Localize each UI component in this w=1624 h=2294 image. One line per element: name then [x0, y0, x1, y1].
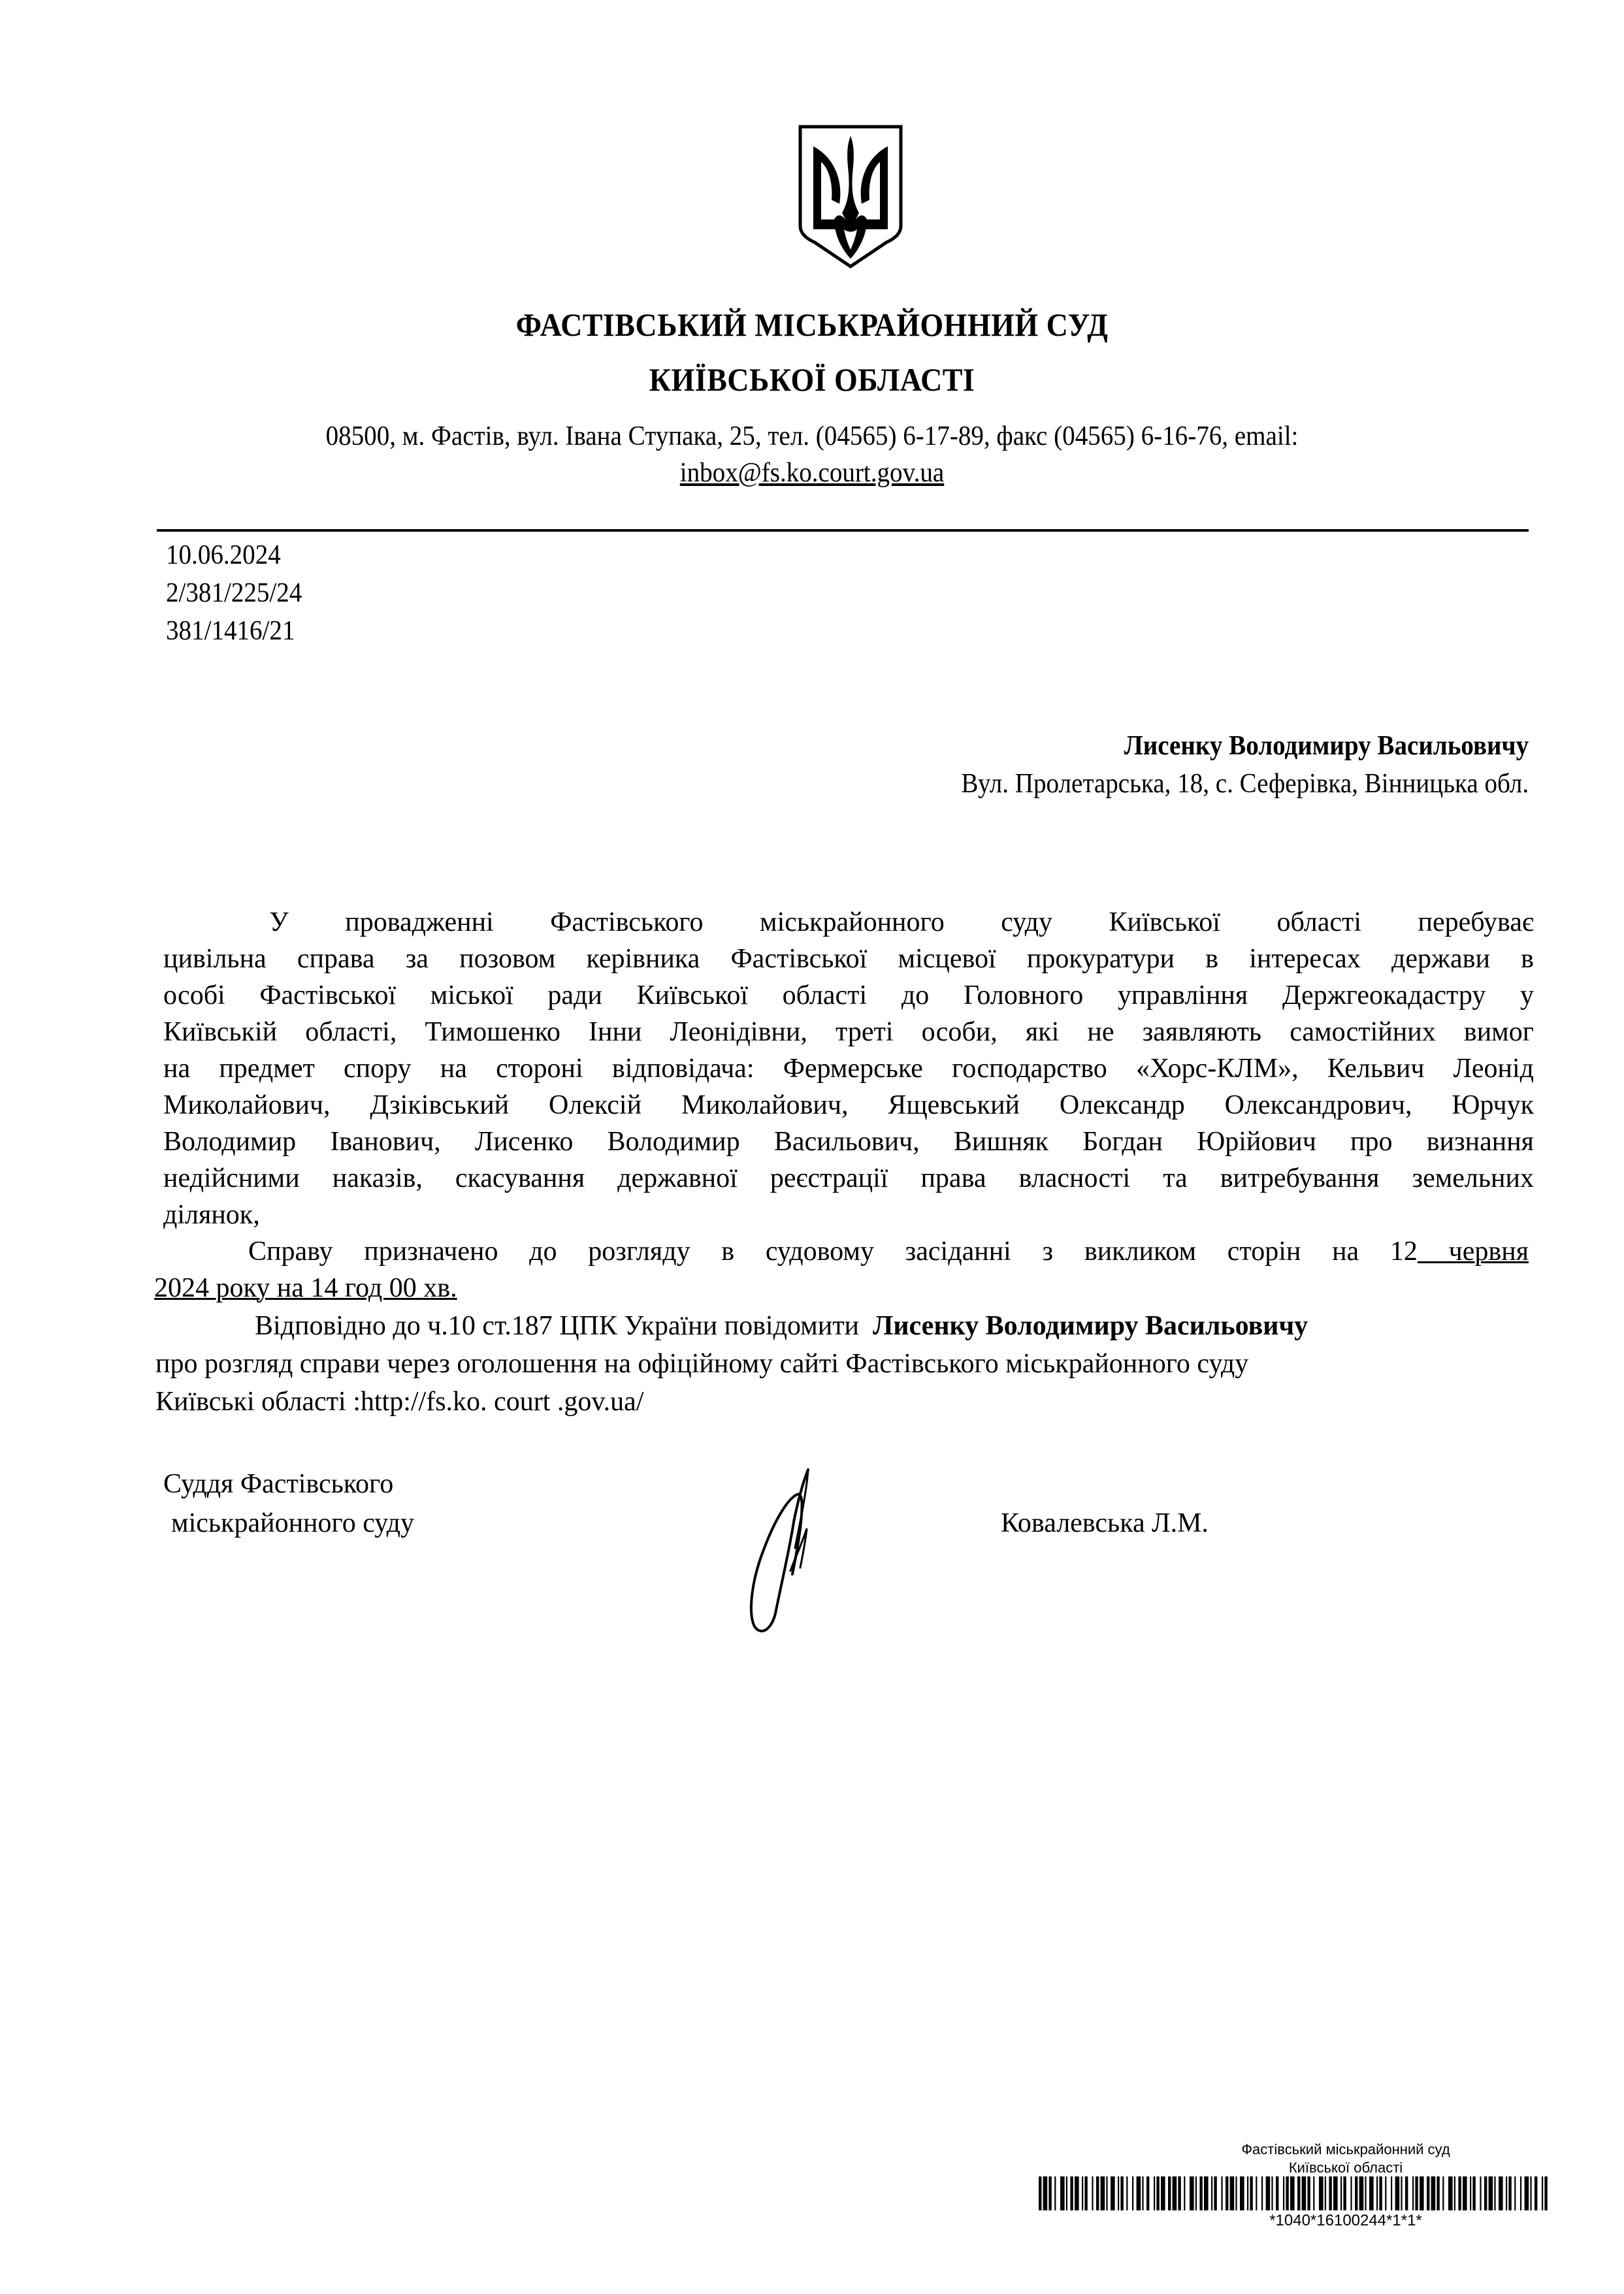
barcode-number: *1040*16100244*1*1*: [1269, 2212, 1422, 2229]
judge-title-line-2: міськрайонного суду: [171, 1508, 415, 1538]
notice-line: [255, 1310, 1529, 1342]
body-line: ділянок,: [163, 1200, 260, 1230]
court-name: ФАСТІВСЬКИЙ МІСЬКРАЙОННИЙ СУД: [515, 306, 1109, 343]
body-line: на предмет спору на стороні відповідача: Фермерське господарство «Хорс-КЛМ», Кельвич Леонід: [163, 1054, 1534, 1084]
stamp-court-name: Фастівський міськрайонний суд: [1241, 2141, 1450, 2157]
hearing-line: [248, 1236, 1529, 1267]
body-line: Київській області, Тимошенко Інни Леонідівни, треті особи, які не заявляють самостійних вимог: [163, 1017, 1534, 1047]
ukraine-trident-emblem-icon: [795, 121, 906, 272]
document-date: 10.06.2024: [166, 540, 281, 570]
hearing-line-2: [154, 1272, 1525, 1304]
hearing-prefix: Справу призначено до розгляду в судовому засіданні з викликом сторін на 12: [248, 1236, 1418, 1267]
body-line: недійсними наказів, скасування державної реєстрації права власності та витребування земельних: [163, 1163, 1534, 1193]
court-region: КИЇВСЬКОЇ ОБЛАСТІ: [649, 361, 975, 398]
judge-name: Ковалевська Л.М.: [1001, 1508, 1209, 1538]
hearing-month: червня: [1417, 1236, 1529, 1267]
body-line: особі Фастівської міської ради Київської області до Головного управління Держгеокадастру у: [163, 980, 1534, 1010]
body-line: Володимир Іванович, Лисенко Володимир Васильович, Вишняк Богдан Юрійович про визнання: [163, 1127, 1534, 1157]
notice-prefix: Відповідно до ч.10 ст.187 ЦПК України повідомити: [255, 1311, 860, 1341]
case-number: 381/1416/21: [166, 616, 295, 646]
addressee-name: Лисенку Володимиру Васильовичу: [1124, 731, 1529, 761]
barcode-icon: [1039, 2176, 1548, 2210]
notice-line-3: Київські області :http://fs.ko. court .gov.ua/: [155, 1387, 644, 1417]
addressee-address: Вул. Пролетарська, 18, с. Сеферівка, Вінницька обл.: [961, 769, 1529, 799]
judge-title-line-1: Суддя Фастівського: [163, 1469, 394, 1499]
judge-signature-icon: [735, 1444, 833, 1640]
notice-name: Лисенку Володимиру Васильовичу: [873, 1311, 1308, 1341]
stamp-court-region: Київської області: [1288, 2159, 1403, 2176]
court-contact-line: 08500, м. Фастів, вул. Івана Ступака, 25, тел. (04565) 6-17-89, факс (04565) 6-16-76, email:: [325, 421, 1299, 451]
header-separator: [157, 529, 1529, 532]
notice-line-2: про розгляд справи через оголошення на офіційному сайті Фастівського міськрайонного суду: [155, 1349, 1249, 1379]
hearing-datetime: 2024 року на 14 год 00 хв.: [154, 1273, 457, 1303]
body-line: Миколайович, Дзіківський Олексій Миколайович, Ящевський Олександр Олександрович, Юрчук: [163, 1090, 1534, 1120]
court-email-link[interactable]: inbox@fs.ko.court.gov.ua: [679, 458, 945, 488]
outgoing-number: 2/381/225/24: [166, 578, 302, 608]
body-line: цивільна справа за позовом керівника Фастівської місцевої прокуратури в інтересах держави в: [163, 944, 1534, 974]
body-line: У провадженні Фастівського міськрайонного суду Київської області перебуває: [269, 907, 1534, 937]
